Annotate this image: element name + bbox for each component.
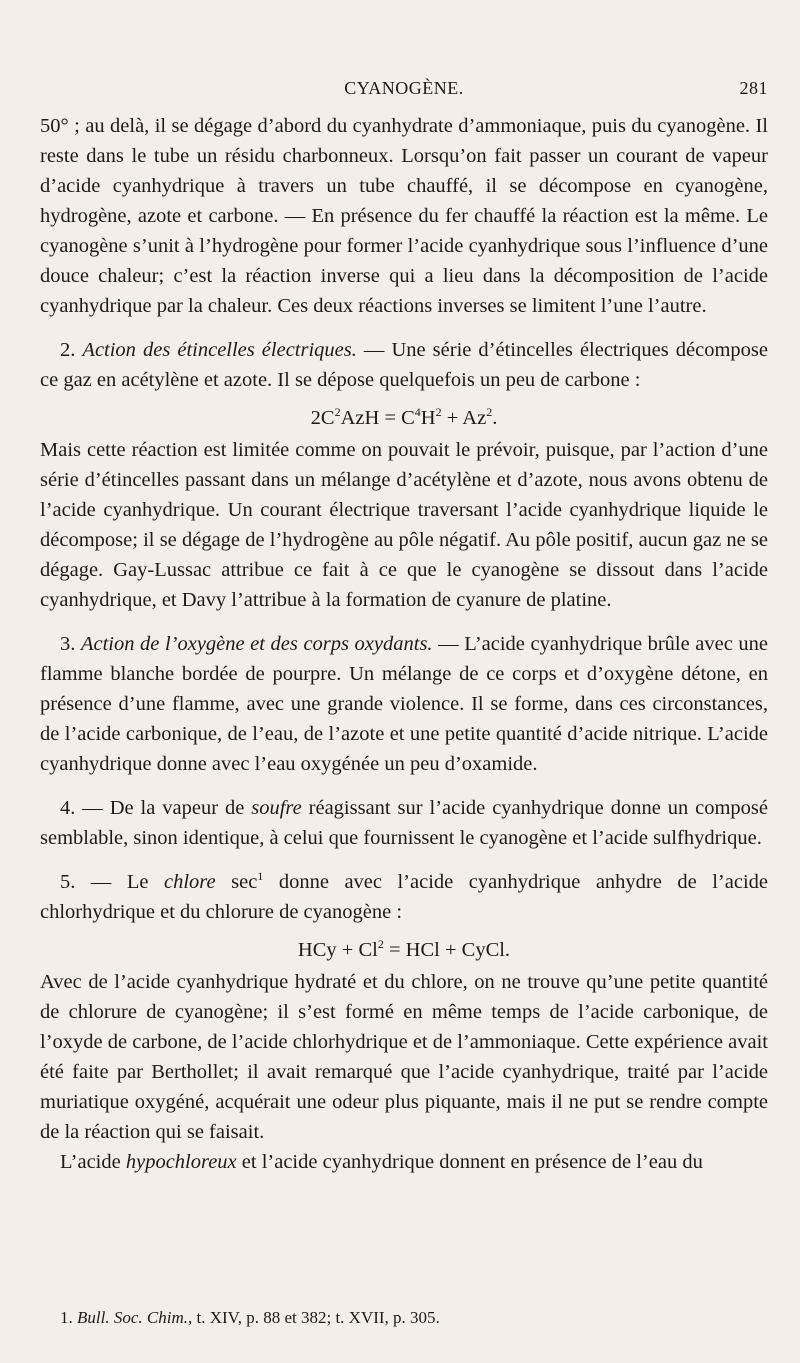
italic-term: hypochloreux (125, 1151, 237, 1173)
italic-term: chlore (164, 871, 216, 893)
footnote (40, 1306, 768, 1330)
formula-acetylene: $2C^2AzH = C^4H^2 + Az^2$. (310, 405, 498, 429)
footnote-number: 1. (60, 1308, 73, 1327)
section-number: 5. (60, 871, 76, 893)
section-4: 4. — De la vapeur de soufre réagissant sur l’acide cyanhydrique donne un composé semblable, sinon identique, à celui que fournissent le cyanogène et l’acide sulfhydrique. (40, 797, 769, 849)
section-heading: Action des étincelles électriques. (82, 339, 357, 361)
section-text: réagissant sur l’acide cyanhydrique donne un composé semblable, sinon identique, à celui que fournissent le cyanogène et l’acide sulfhydrique. (40, 797, 769, 849)
paragraph-hydrated: Avec de l’acide cyanhydrique hydraté et du chlore, on ne trouve qu’une petite quantité de chlorure de cyanogène; il s’est formé en même temps de l’acide carbonique, de l’oxyde de carbone, de l’acide chlorhydrique et de l’ammoniaque. Cette expérience avait été faite par Berthollet; il avait remarqué que l’acide cyanhydrique, traité par l’acide muriatique oxygéné, acquérait une odeur plus piquante, mais il ne put se rendre compte de la réaction qui se faisait. (40, 971, 768, 1143)
body-text (40, 111, 768, 1177)
footnote-mark: 1 (257, 869, 264, 884)
section-3 (40, 629, 768, 779)
section-heading: Action de l’oxygène et des corps oxydants. (80, 633, 433, 655)
section-2 (40, 335, 768, 395)
paragraph-electric: Mais cette réaction est limitée comme on pouvait le prévoir, puisque, par l’action d’une série d’étincelles passant dans un mélange d’acétylène et d’azote, nous avons obtenu de l’acide cyanhydrique. Un courant électrique traversant l’acide cyanhydrique liquide le décompose; il se dégage de l’hydrogène au pôle négatif. Au pôle positif, aucun gaz ne se dégage. Gay-Lussac attribue ce fait à ce que le cyanogène se dissout dans l’acide cyanhydrique, et Davy l’attribue à la formation de cyanure de platine. (40, 439, 768, 611)
footnote-journal: Bull. Soc. Chim. (77, 1308, 188, 1327)
running-header (40, 78, 768, 102)
footnote-text: , t. XIV, p. 88 et 382; t. XVII, p. 305. (187, 1308, 440, 1327)
italic-term: soufre (251, 797, 302, 819)
formula-chlorine: HCy + $Cl^2$ = HCl + CyCl. (297, 937, 511, 961)
section-text: — L’acide cyanhydrique brûle avec une flamme blanche bordée de pourpre. Un mélange de ce corps et d’oxygène détone, en présence d’une flamme, avec une grande violence. Il se forme, dans ces circonstances, de l’acide carbonique, de l’eau, de l’azote et une petite quantité d’acide nitrique. L’acide cyanhydrique donne avec l’eau oxygénée un peu d’oxamide. (40, 633, 769, 775)
section-number: 3. (60, 633, 76, 655)
page-number: 281 (739, 78, 768, 98)
paragraph-hypochlorous: L’acide hypochloreux et l’acide cyanhydrique donnent en présence de l’eau du (60, 1151, 703, 1173)
section-text: donne avec l’acide cyanhydrique anhydre de l’acide chlorhydrique et du chlorure de cyanogène : (40, 871, 768, 923)
section-number: 2. (60, 339, 76, 361)
running-title: CYANOGÈNE. (344, 78, 464, 98)
section-number: 4. (60, 797, 76, 819)
section-5: 5. — Le chlore $\sec^1$ donne avec l’acide cyanhydrique anhydre de l’acide chlorhydrique et du chlorure de cyanogène : (40, 869, 768, 923)
paragraph-continuation: 50° ; au delà, il se dégage d’abord du cyanhydrate d’ammoniaque, puis du cyanogène. Il reste dans le tube un résidu charbonneux. Lorsqu’on fait passer un courant de vapeur d’acide cyanhydrique à travers un tube chauffé, il se décompose en cyanogène, hydrogène, azote et carbone. — En présence du fer chauffé la réaction est la même. Le cyanogène s’unit à l’hydrogène pour former l’acide cyanhydrique sous l’influence d’une douce chaleur; c’est la réaction inverse qui a lieu dans la décomposition de l’acide cyanhydrique par la chaleur. Ces deux réactions inverses se limitent l’une l’autre. (40, 115, 768, 317)
section-text: — Une série d’étincelles électriques décompose ce gaz en acétylène et azote. Il se dépose quelquefois un peu de carbone : (40, 339, 768, 391)
